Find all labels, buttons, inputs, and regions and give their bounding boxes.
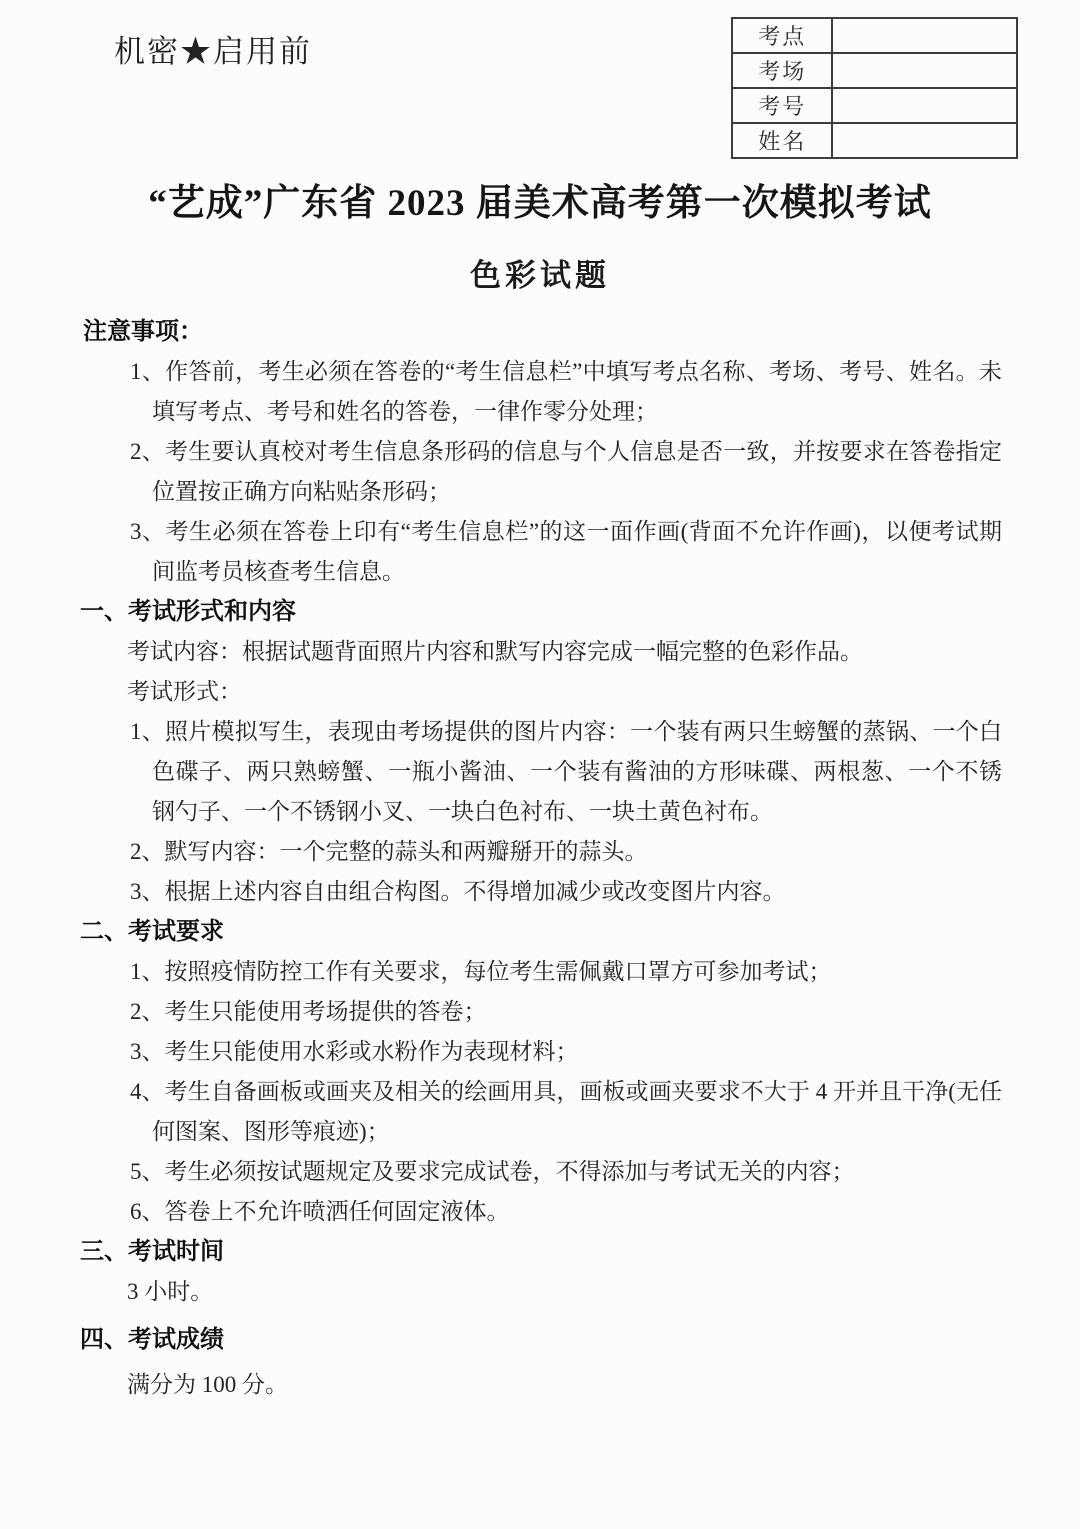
- notice-heading: 注意事项：: [83, 318, 203, 345]
- section-number: 一、: [80, 598, 128, 625]
- table-row: [732, 123, 1017, 158]
- section-number: 二、: [80, 918, 128, 945]
- section2-item-5: 5、考生必须按试题规定及要求完成试卷，不得添加与考试无关的内容；: [130, 1159, 855, 1184]
- info-value-exam-room: [832, 53, 1017, 88]
- section-number: 三、: [80, 1238, 128, 1265]
- page-header: [0, 0, 1080, 160]
- confidential-label: 机密★启用前: [114, 34, 312, 69]
- page-title: “艺成”广东省 2023 届美术高考第一次模拟考试: [148, 183, 932, 224]
- notice-item-1: 1、作答前，考生必须在答卷的“考生信息栏”中填写考点名称、考场、考号、姓名。未填写考点、考号和姓名的答卷，一律作零分处理；: [130, 359, 1002, 424]
- notice-item-3: 3、考生必须在答卷上印有“考生信息栏”的这一面作画(背面不允许作画)，以便考试期间监考员核查考生信息。: [130, 519, 1002, 584]
- info-label-name: 姓名: [732, 123, 832, 158]
- section2-item-3: 3、考生只能使用水彩或水粉作为表现材料；: [130, 1039, 579, 1064]
- section-number: 四、: [80, 1326, 128, 1353]
- section-heading-3: [80, 1232, 1080, 1272]
- table-row: [732, 18, 1017, 53]
- info-value-name: [832, 123, 1017, 158]
- section4-paragraph-score: 满分为 100 分。: [127, 1372, 288, 1397]
- section-title: 考试成绩: [128, 1326, 224, 1353]
- info-value-exam-number: [832, 88, 1017, 123]
- section-heading-2: [80, 912, 1080, 952]
- section1-item-2: 2、默写内容：一个完整的蒜头和两瓣掰开的蒜头。: [130, 839, 648, 864]
- section1-paragraph-format: 考试形式：: [127, 679, 242, 704]
- table-row: [732, 88, 1017, 123]
- candidate-info-table: [731, 17, 1018, 159]
- table-row: [732, 53, 1017, 88]
- section2-item-1: 1、按照疫情防控工作有关要求，每位考生需佩戴口罩方可参加考试；: [130, 959, 832, 984]
- info-value-exam-site: [832, 18, 1017, 53]
- info-label-exam-site: 考点: [732, 18, 832, 53]
- section-title: 考试形式和内容: [128, 598, 296, 625]
- info-label-exam-room: 考场: [732, 53, 832, 88]
- info-label-exam-number: 考号: [732, 88, 832, 123]
- section-heading-1: [80, 592, 1080, 632]
- section2-item-4: 4、考生自备画板或画夹及相关的绘画用具，画板或画夹要求不大于 4 开并且干净(无任何图案、图形等痕迹)；: [130, 1079, 1002, 1144]
- notice-item-2: 2、考生要认真校对考生信息条形码的信息与个人信息是否一致，并按要求在答卷指定位置按正确方向粘贴条形码；: [130, 439, 1002, 504]
- section-heading-4: [80, 1320, 1080, 1360]
- section-title: 考试要求: [128, 918, 224, 945]
- section3-paragraph-duration: 3 小时。: [127, 1279, 214, 1304]
- section-title: 考试时间: [128, 1238, 224, 1265]
- section1-paragraph-content: 考试内容：根据试题背面照片内容和默写内容完成一幅完整的色彩作品。: [127, 639, 863, 664]
- document-body: [0, 312, 1080, 1405]
- section2-item-6: 6、答卷上不允许喷洒任何固定液体。: [130, 1199, 510, 1224]
- section1-item-3: 3、根据上述内容自由组合构图。不得增加减少或改变图片内容。: [130, 879, 786, 904]
- section2-item-2: 2、考生只能使用考场提供的答卷；: [130, 999, 487, 1024]
- section1-item-1: 1、照片模拟写生，表现由考场提供的图片内容：一个装有两只生螃蟹的蒸锅、一个白色碟子、两只熟螃蟹、一瓶小酱油、一个装有酱油的方形味碟、两根葱、一个不锈钢勺子、一个不锈钢小叉、一块白色衬布、一块土黄色衬布。: [130, 719, 1002, 824]
- page-subtitle: 色彩试题: [470, 258, 610, 293]
